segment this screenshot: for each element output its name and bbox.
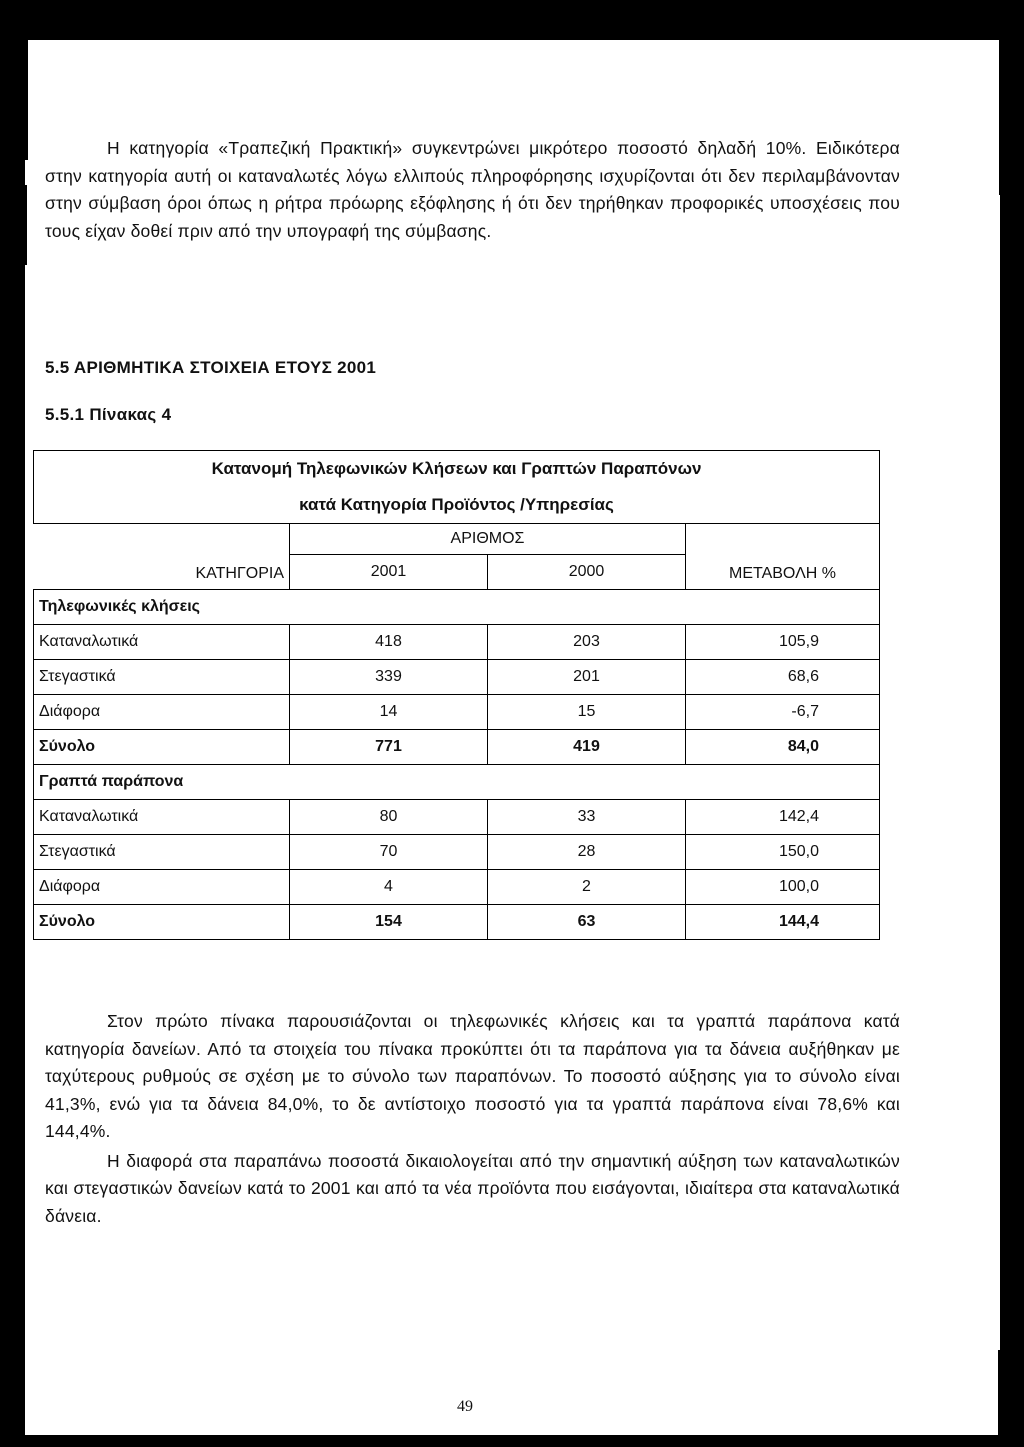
table-row: Καταναλωτικά 418 203 105,9	[34, 625, 880, 660]
table-row: Διάφορα 14 15 -6,7	[34, 695, 880, 730]
margin-line-left-top	[25, 30, 28, 160]
table-row-total: Σύνολο 154 63 144,4	[34, 905, 880, 940]
page-number: 49	[457, 1398, 473, 1415]
closing-paragraph-1: Στον πρώτο πίνακα παρουσιάζονται οι τηλεφωνικές κλήσεις και τα γραπτά παράπονα κατά κατηγορία δανείων. Από τα στοιχεία του πίνακα προκύπτει ότι τα παράπονα για τα δάνεια αυξήθηκαν με ταχύτερους ρυθμούς σε σχέση με το σύνολο των παραπόνων. Το ποσοστό αύξησης για το σύνολο είναι 41,3%, ενώ για τα δάνεια 84,0%, το δε αντίστοιχο ποσοστό για τα γραπτά παράπονα είναι 78,6% και 144,4%.	[45, 1011, 900, 1141]
header-2001: 2001	[290, 555, 488, 590]
margin-line-right-bottom	[998, 1350, 1000, 1435]
intro-paragraph	[45, 135, 900, 245]
header-category: ΚΑΤΗΓΟΡΙΑ	[34, 524, 290, 590]
document-page	[25, 40, 1000, 1435]
header-number: ΑΡΙΘΜΟΣ	[290, 524, 686, 555]
closing-paragraphs	[45, 1008, 900, 1230]
subsection-heading: 5.5.1 Πίνακας 4	[45, 405, 172, 424]
section-complaints: Γραπτά παράπονα	[34, 765, 880, 800]
table-title: Κατανομή Τηλεφωνικών Κλήσεων και Γραπτών Παραπόνων	[34, 451, 880, 488]
complaints-table	[33, 450, 880, 940]
margin-line-left-bottom	[25, 185, 27, 265]
header-change: ΜΕΤΑΒΟΛΗ %	[686, 524, 880, 590]
header-2000: 2000	[488, 555, 686, 590]
margin-line-right	[999, 25, 1001, 195]
closing-paragraph-2: Η διαφορά στα παραπάνω ποσοστά δικαιολογείται από την σημαντική αύξηση των καταναλωτικών και στεγαστικών δανείων κατά το 2001 και από τα νέα προϊόντα που εισάγονται, ιδιαίτερα στα καταναλωτικά δάνεια.	[45, 1150, 900, 1226]
section-calls: Τηλεφωνικές κλήσεις	[34, 590, 880, 625]
table-row-total: Σύνολο 771 419 84,0	[34, 730, 880, 765]
table-subtitle: κατά Κατηγορία Προϊόντος /Υπηρεσίας	[34, 487, 880, 524]
table-row: Καταναλωτικά 80 33 142,4	[34, 800, 880, 835]
table-row: Διάφορα 4 2 100,0	[34, 870, 880, 905]
intro-text: Η κατηγορία «Τραπεζική Πρακτική» συγκεντρώνει μικρότερο ποσοστό δηλαδή 10%. Ειδικότερα στην κατηγορία αυτή οι καταναλωτές λόγω ελλιπούς πληροφόρησης ισχυρίζονται ότι δεν περιλαμβάνονταν στην σύμβαση όροι όπως η ρήτρα πρόωρης εξόφλησης ή ότι δεν τηρήθηκαν προφορικές υποσχέσεις που τους είχαν δοθεί πριν από την υπογραφή της σύμβασης.	[45, 138, 900, 241]
table-row: Στεγαστικά 70 28 150,0	[34, 835, 880, 870]
table-row: Στεγαστικά 339 201 68,6	[34, 660, 880, 695]
section-heading: 5.5 ΑΡΙΘΜΗΤΙΚΑ ΣΤΟΙΧΕΙΑ ΕΤΟΥΣ 2001	[45, 358, 377, 377]
